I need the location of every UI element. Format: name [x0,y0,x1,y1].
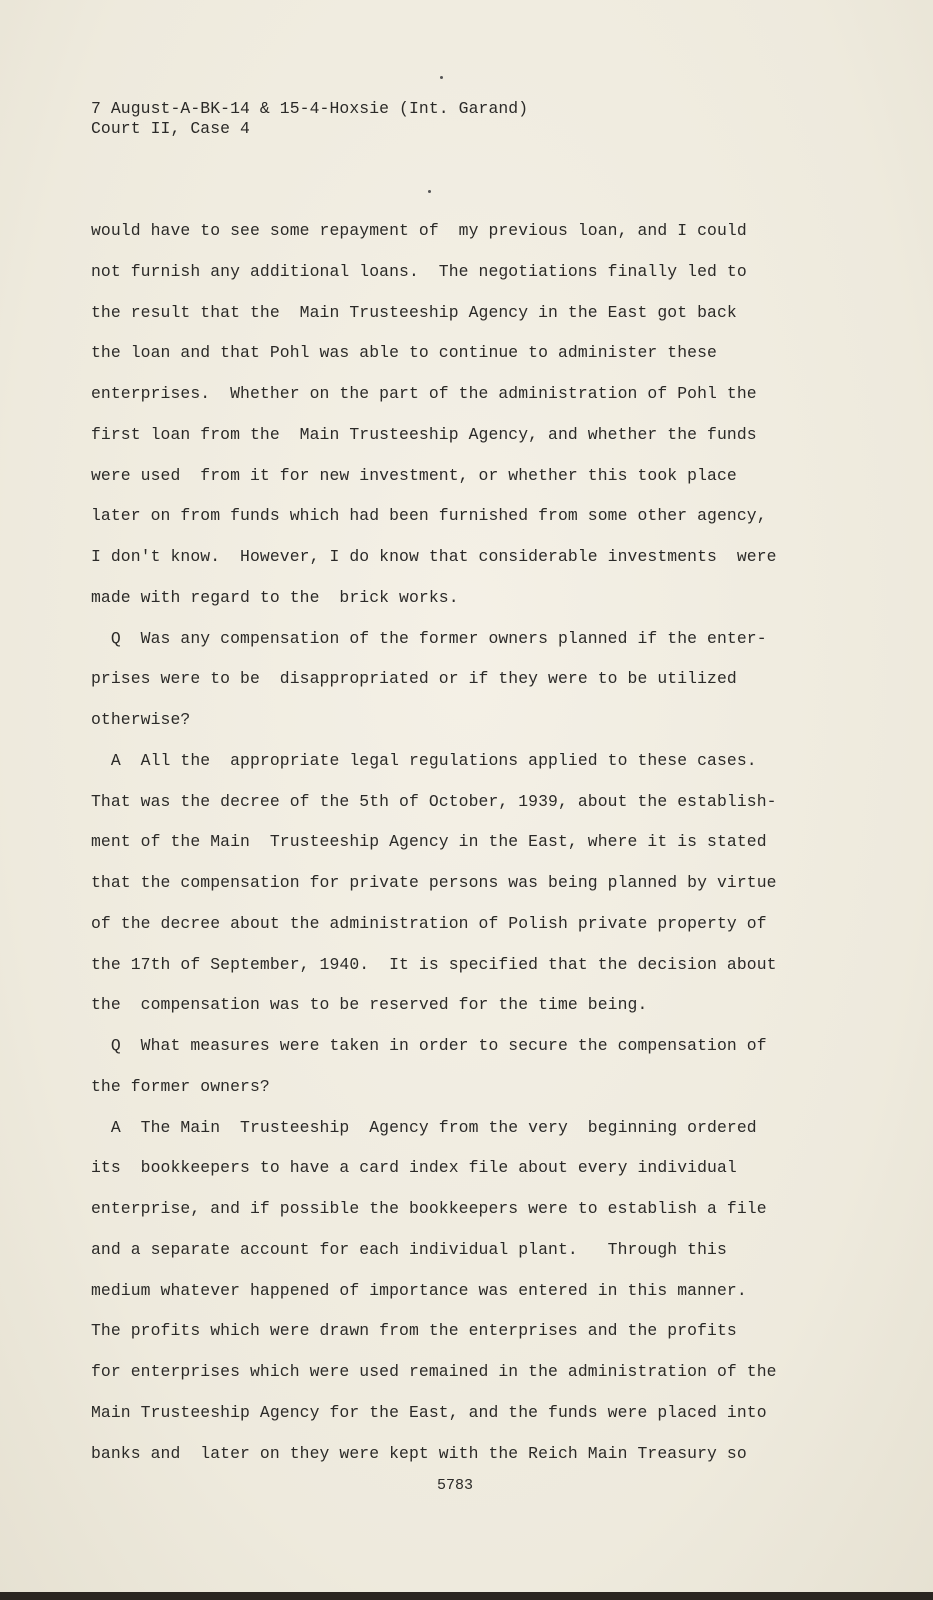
scan-edge [0,1592,933,1600]
body-line: the compensation was to be reserved for the time being. [91,995,648,1015]
body-line: would have to see some repayment of my previous loan, and I could [91,221,747,240]
body-line: A The Main Trusteeship Agency from the very beginning ordered [91,1117,757,1137]
body-line: not furnish any additional loans. The negotiations finally led to [91,261,747,281]
body-line: and a separate account for each individual plant. Through this [91,1239,727,1259]
page-number: 5783 [437,1477,474,1494]
body-line: The profits which were drawn from the enterprises and the profits [91,1321,737,1341]
header-line-1: 7 August-A-BK-14 & 15-4-Hoxsie (Int. Garand) [91,99,529,118]
speck [440,76,443,79]
body-line: enterprises. Whether on the part of the administration of Pohl the [91,384,757,403]
body-line: first loan from the Main Trusteeship Agency, and whether the funds [91,424,757,444]
body-line: later on from funds which had been furnished from some other agency, [91,506,767,526]
body-line: banks and later on they were kept with the Reich Main Treasury so [91,1443,747,1463]
body-line: That was the decree of the 5th of October, 1939, about the establish- [91,791,777,811]
body-line: Q Was any compensation of the former owners planned if the enter- [91,628,767,648]
speck [428,190,431,193]
body-line: the result that the Main Trusteeship Agency in the East got back [91,302,737,322]
body-line: enterprise, and if possible the bookkeepers were to establish a file [91,1199,767,1218]
body-line: made with regard to the brick works. [91,587,459,607]
body-line: medium whatever happened of importance was entered in this manner. [91,1280,747,1300]
body-line: the 17th of September, 1940. It is specified that the decision about [91,954,777,974]
body-line: A All the appropriate legal regulations applied to these cases. [91,750,757,770]
body-line: Q What measures were taken in order to secure the compensation of [91,1036,767,1055]
body-line: the former owners? [91,1076,270,1096]
body-line: its bookkeepers to have a card index file about every individual [91,1158,737,1178]
body-line: of the decree about the administration of Polish private property of [91,913,767,933]
body-line: were used from it for new investment, or whether this took place [91,465,737,485]
body-line: prises were to be disappropriated or if they were to be utilized [91,669,737,689]
body-line: for enterprises which were used remained in the administration of the [91,1362,777,1381]
body-line: the loan and that Pohl was able to continue to administer these [91,343,717,363]
body-line: otherwise? [91,710,191,729]
body-line: that the compensation for private persons was being planned by virtue [91,873,777,892]
body-line: ment of the Main Trusteeship Agency in the East, where it is stated [91,832,767,852]
body-line: Main Trusteeship Agency for the East, and the funds were placed into [91,1402,767,1422]
body-line: I don't know. However, I do know that considerable investments were [91,547,777,566]
header-line-2: Court II, Case 4 [91,119,250,138]
